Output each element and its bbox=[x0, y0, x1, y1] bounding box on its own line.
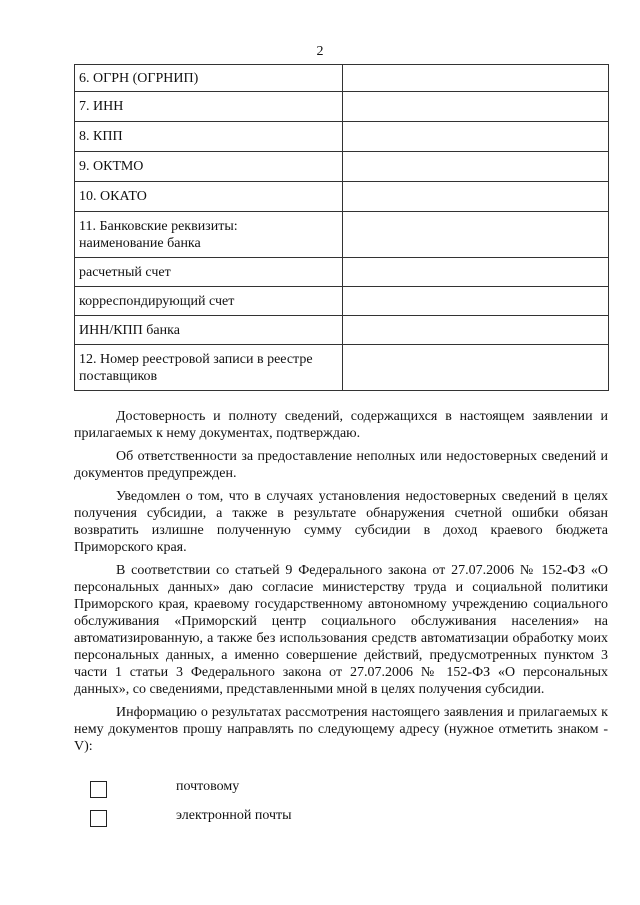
option-email[interactable] bbox=[90, 808, 292, 827]
requisites-table bbox=[74, 64, 609, 391]
row-label: корреспондирующий счет bbox=[75, 287, 343, 316]
row-label: 9. ОКТМО bbox=[75, 152, 343, 182]
table-row bbox=[75, 65, 609, 92]
row-label: 6. ОГРН (ОГРНИП) bbox=[75, 65, 343, 92]
row-value-field[interactable] bbox=[343, 152, 609, 182]
email-checkbox[interactable] bbox=[90, 810, 107, 827]
statement-text bbox=[74, 408, 608, 761]
row-value-field[interactable] bbox=[343, 122, 609, 152]
table-row bbox=[75, 92, 609, 122]
row-label: 7. ИНН bbox=[75, 92, 343, 122]
row-value-field[interactable] bbox=[343, 345, 609, 391]
page-number: 2 bbox=[316, 44, 324, 59]
paragraph-confirmation: Достоверность и полноту сведений, содержащихся в настоящем заявлении и прилагаемых к нему документах, подтверждаю. bbox=[74, 409, 608, 441]
table-row bbox=[75, 182, 609, 212]
row-value-field[interactable] bbox=[343, 92, 609, 122]
table-row bbox=[75, 212, 609, 258]
table-row bbox=[75, 258, 609, 287]
row-value-field[interactable] bbox=[343, 65, 609, 92]
table-row bbox=[75, 122, 609, 152]
row-value-field[interactable] bbox=[343, 258, 609, 287]
table-row bbox=[75, 316, 609, 345]
row-label: 10. ОКАТО bbox=[75, 182, 343, 212]
table-row bbox=[75, 345, 609, 391]
row-label: 8. КПП bbox=[75, 122, 343, 152]
paragraph-notification: Уведомлен о том, что в случаях установления недостоверных сведений в целях получения субсидии, а также в результате обнаружения счетной ошибки обязан возвратить излишне полученную сумму субсидии в доход краевого бюджета Приморского края. bbox=[74, 489, 608, 555]
row-label: 11. Банковские реквизиты: наименование банка bbox=[75, 212, 343, 258]
option-label: почтовому bbox=[176, 779, 240, 794]
option-label: электронной почты bbox=[176, 808, 292, 823]
row-label: расчетный счет bbox=[75, 258, 343, 287]
table-row bbox=[75, 287, 609, 316]
table-row bbox=[75, 152, 609, 182]
row-label: 12. Номер реестровой записи в реестре поставщиков bbox=[75, 345, 343, 391]
row-value-field[interactable] bbox=[343, 316, 609, 345]
row-value-field[interactable] bbox=[343, 287, 609, 316]
row-value-field[interactable] bbox=[343, 182, 609, 212]
postal-checkbox[interactable] bbox=[90, 781, 107, 798]
option-postal[interactable] bbox=[90, 779, 240, 798]
row-value-field[interactable] bbox=[343, 212, 609, 258]
paragraph-delivery-method: Информацию о результатах рассмотрения настоящего заявления и прилагаемых к нему документов прошу направлять по следующему адресу (нужное отметить знаком - V): bbox=[74, 705, 608, 754]
paragraph-personal-data-consent: В соответствии со статьей 9 Федерального закона от 27.07.2006 № 152-ФЗ «О персональных данных» даю согласие министерству труда и социальной политики Приморского края, краевому государственному автономному учреждению социального обслуживания «Приморский центр социального обслуживания населения» на автоматизированную, а также без использования средств автоматизации обработку моих персональных данных, а именно совершение действий, предусмотренных пунктом 3 части 1 статьи 3 Федерального закона от 27.07.2006 № 152-ФЗ «О персональных данных», со сведениями, представленными мной в целях получения субсидии. bbox=[74, 563, 608, 697]
row-label: ИНН/КПП банка bbox=[75, 316, 343, 345]
paragraph-responsibility: Об ответственности за предоставление неполных или недостоверных сведений и документов предупрежден. bbox=[74, 449, 608, 481]
